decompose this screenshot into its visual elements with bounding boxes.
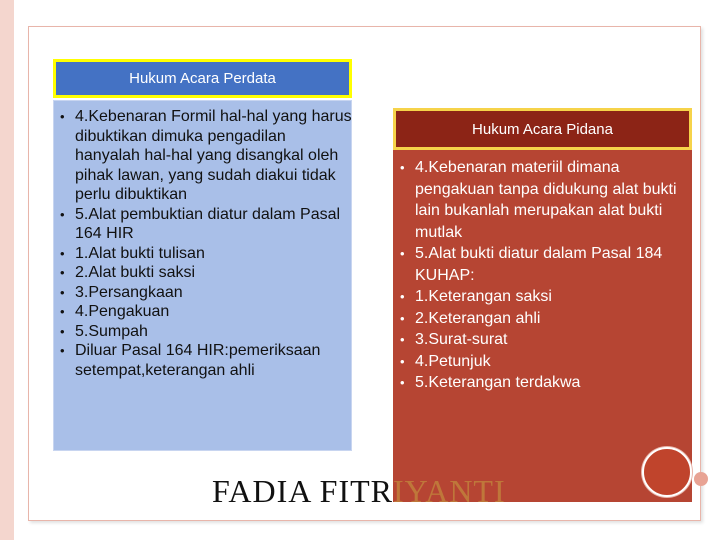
perdata-title: Hukum Acara Perdata [129,70,276,87]
list-item: • 4.Kebenaran Formil hal-hal yang harus dibuktikan dimuka pengadilan hanyalah hal-hal yang disangkal oleh pihak lawan, yang sudah diakui tidak perlu dibuktikan [54,107,352,205]
list-item: • 1.Keterangan saksi [394,286,692,308]
list-item: • 3.Persangkaan [54,283,352,303]
list-item: • Diluar Pasal 164 HIR:pemeriksaan setempat,keterangan ahli [54,341,352,380]
list-item: • 5.Alat pembuktian diatur dalam Pasal 164 HIR [54,205,352,244]
decorative-circle-large [642,447,692,497]
list-item: • 5.Sumpah [54,322,352,342]
list-item: • 5.Alat bukti diatur dalam Pasal 184 KUHAP: [394,243,692,286]
list-item: • 2.Alat bukti saksi [54,263,352,283]
list-item: • 2.Keterangan ahli [394,308,692,330]
list-item: • 3.Surat-surat [394,329,692,351]
list-item: • 5.Keterangan terdakwa [394,372,692,394]
pidana-list [394,157,692,394]
author-name [212,473,506,510]
decorative-side-bar [0,0,14,540]
list-item: • 4.Petunjuk [394,351,692,373]
pidana-title-box [393,108,692,150]
perdata-list [54,107,352,380]
author-name-main: FADIA FITR [212,473,393,509]
perdata-title-box [53,59,352,98]
list-item: • 4.Pengakuan [54,302,352,322]
decorative-circle-small [694,472,708,486]
author-name-faded: IYANTI [392,473,506,509]
list-item: • 1.Alat bukti tulisan [54,244,352,264]
pidana-title: Hukum Acara Pidana [472,120,613,138]
list-item: • 4.Kebenaran materiil dimana pengakuan tanpa didukung alat bukti lain bukanlah merupakan alat bukti mutlak [394,157,692,243]
